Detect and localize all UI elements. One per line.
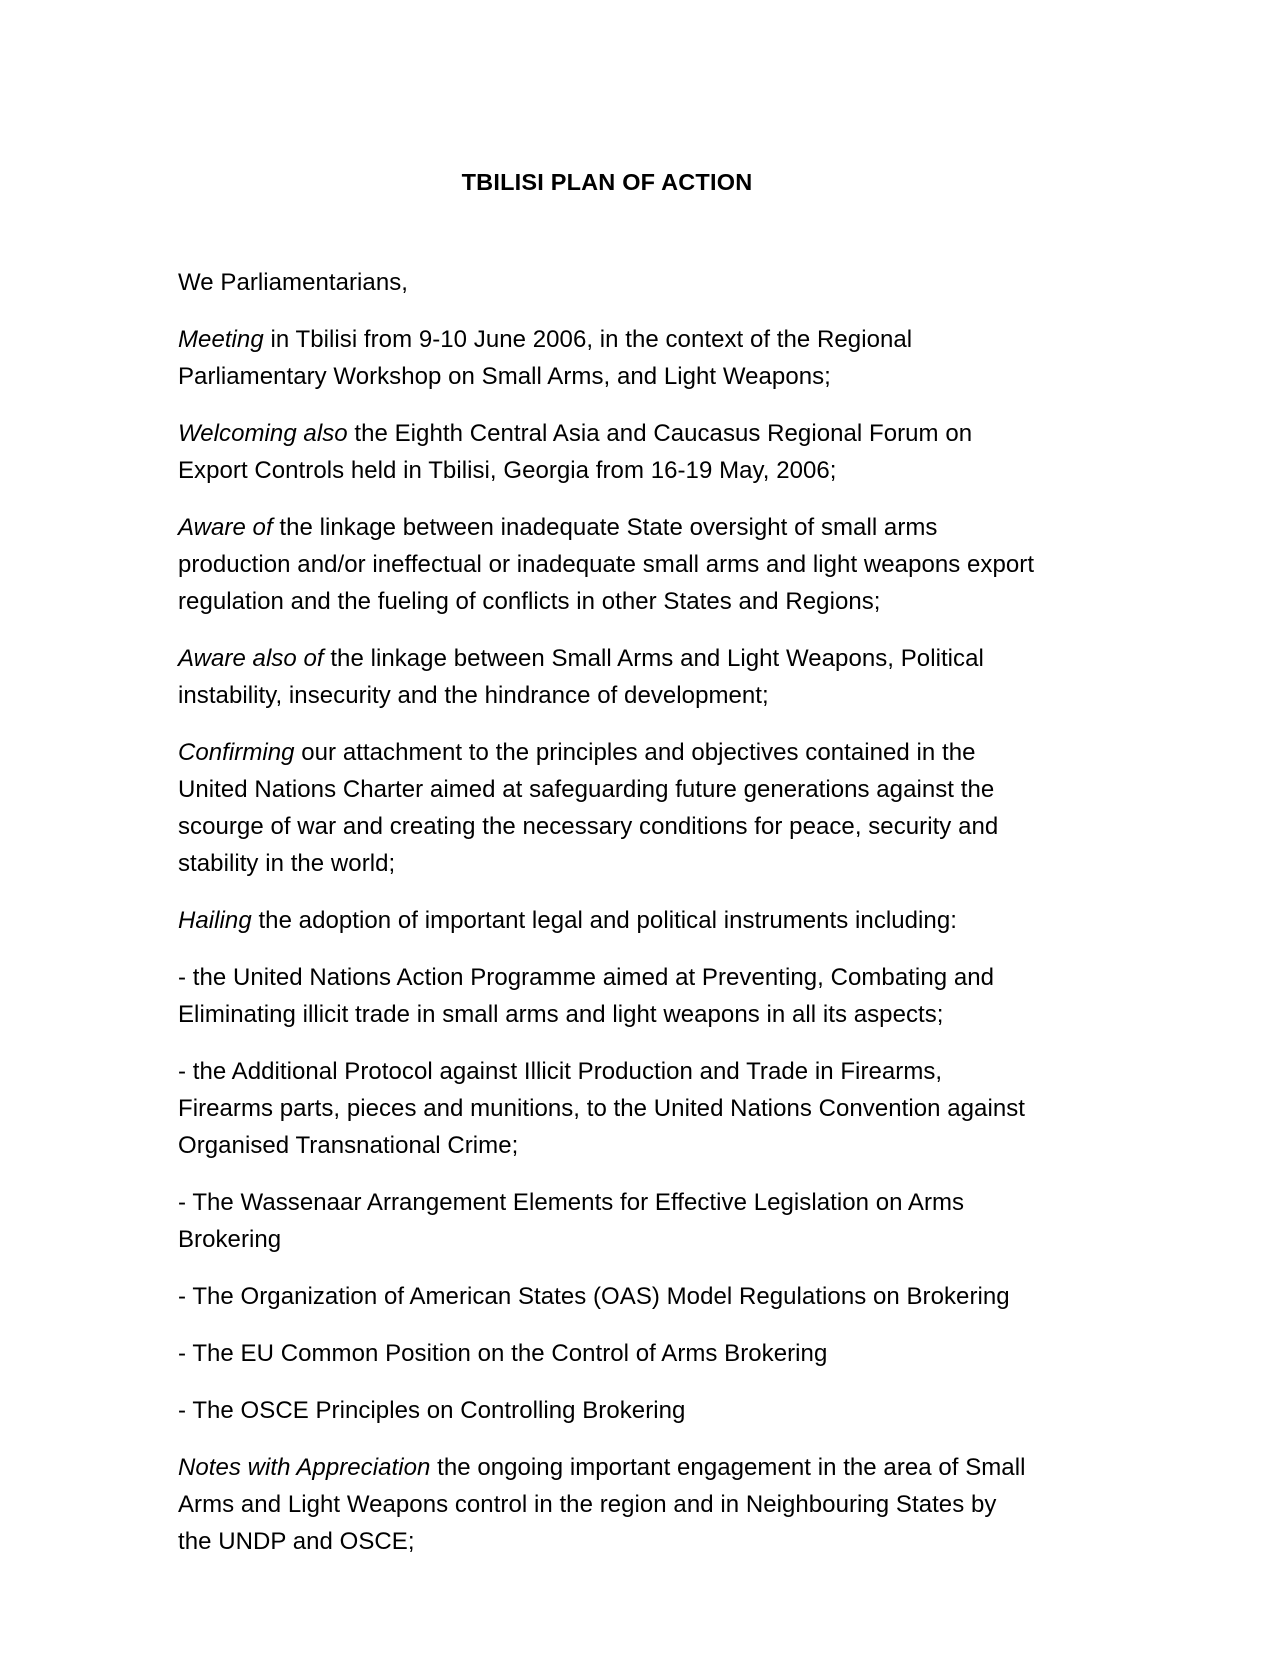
paragraph [178, 959, 1036, 1033]
paragraph-text: - The Organization of American States (OAS) Model Regulations on Brokering [178, 1283, 1010, 1311]
paragraph-lead-term: Hailing [178, 907, 252, 935]
paragraph [178, 1449, 1036, 1560]
paragraph-spacer [178, 1429, 1036, 1449]
paragraph [178, 1184, 1036, 1258]
paragraph-text: the linkage between Small Arms and Light Weapons, Political instability, insecurity and the hindrance of development; [178, 645, 984, 710]
paragraph-spacer [178, 1164, 1036, 1184]
paragraph-text: - The OSCE Principles on Controlling Brokering [178, 1397, 686, 1425]
paragraph [178, 1392, 1036, 1429]
paragraph-text: - the United Nations Action Programme aimed at Preventing, Combating and Eliminating illicit trade in small arms and light weapons in all its aspects; [178, 964, 995, 1029]
paragraph-text: the adoption of important legal and political instruments including: [251, 907, 957, 935]
paragraph-spacer [178, 714, 1036, 734]
paragraph-spacer [178, 1315, 1036, 1335]
paragraph [178, 902, 1036, 939]
paragraph [178, 1053, 1036, 1164]
paragraph-text: the linkage between inadequate State oversight of small arms production and/or ineffectual or inadequate small arms and light weapons export regulation and the fueling of conflicts in other States and Regions; [178, 514, 1035, 616]
paragraph-text: - the Additional Protocol against Illicit Production and Trade in Firearms, Firearms parts, pieces and munitions, to the United Nations Convention against Organised Transnational Crime; [178, 1058, 1026, 1160]
paragraph [178, 640, 1036, 714]
paragraph-spacer [178, 620, 1036, 640]
paragraph-spacer [178, 939, 1036, 959]
paragraph-text: our attachment to the principles and objectives contained in the United Nations Charter aimed at safeguarding future generations against the scourge of war and creating the necessary conditions for peace, security and stability in the world; [178, 739, 999, 878]
paragraph-lead-term: Aware of [178, 514, 273, 542]
title-spacer [178, 196, 1036, 264]
paragraph-spacer [178, 395, 1036, 415]
paragraph [178, 509, 1036, 620]
paragraph-spacer [178, 489, 1036, 509]
paragraph [178, 321, 1036, 395]
paragraph-lead-term: Aware also of [178, 645, 324, 673]
paragraph-lead-term: Meeting [178, 326, 264, 354]
paragraph [178, 1278, 1036, 1315]
paragraph-lead-term: Notes with Appreciation [178, 1454, 431, 1482]
paragraph-text: the Eighth Central Asia and Caucasus Regional Forum on Export Controls held in Tbilisi, Georgia from 16-19 May, 2006; [178, 420, 973, 485]
paragraph-lead-term: Welcoming also [178, 420, 348, 448]
paragraph-text: in Tbilisi from 9-10 June 2006, in the context of the Regional Parliamentary Workshop on Small Arms, and Light Weapons; [178, 326, 913, 391]
paragraph [178, 1335, 1036, 1372]
paragraph-text: - The Wassenaar Arrangement Elements for Effective Legislation on Arms Brokering [178, 1189, 965, 1254]
paragraph [178, 734, 1036, 882]
paragraph-text: - The EU Common Position on the Control of Arms Brokering [178, 1340, 828, 1368]
paragraph-spacer [178, 301, 1036, 321]
page-title: TBILISI PLAN OF ACTION [461, 169, 753, 195]
paragraph [178, 415, 1036, 489]
paragraph-spacer [178, 882, 1036, 902]
salutation-line: We Parliamentarians, [178, 269, 408, 297]
document-body [178, 0, 1036, 1560]
paragraph-spacer [178, 1033, 1036, 1053]
paragraph-spacer [178, 1258, 1036, 1278]
paragraph-list [178, 301, 1036, 1560]
paragraph-text: the ongoing important engagement in the area of Small Arms and Light Weapons control in the region and in Neighbouring States by the UNDP and OSCE; [178, 1454, 1026, 1556]
paragraph-lead-term: Confirming [178, 739, 295, 767]
paragraph-spacer [178, 1372, 1036, 1392]
